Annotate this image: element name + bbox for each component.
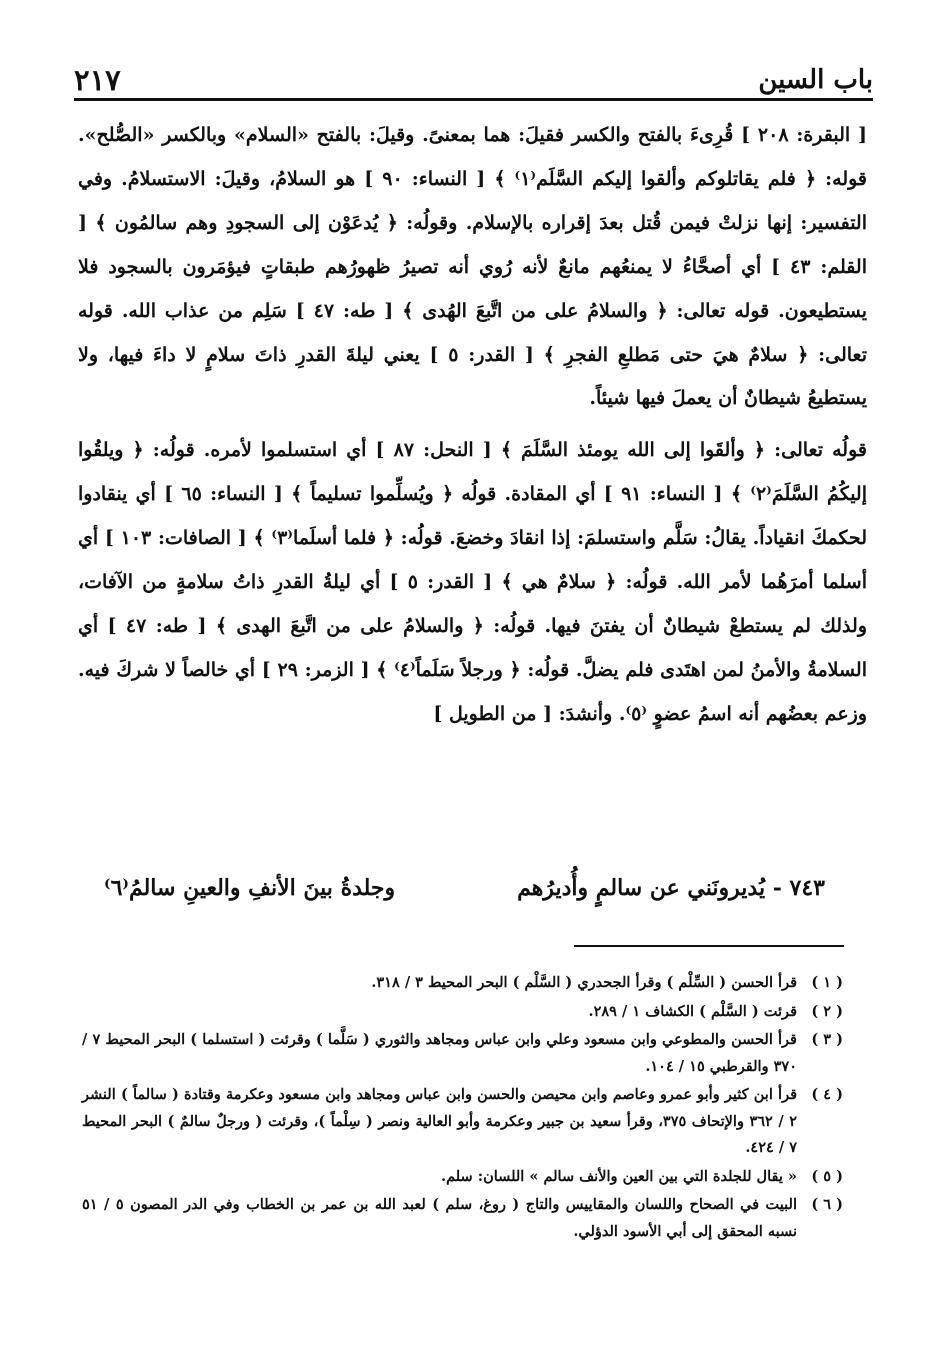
footnote-number: ( ٦ ) (811, 1196, 843, 1213)
footnote (82, 1027, 843, 1080)
footnote-number: ( ٣ ) (811, 1031, 843, 1048)
verse-second-hemistich: وجلدةُ بينَ الأنفِ والعينِ سالمُ⁽٦⁾ (104, 875, 396, 901)
verse-first-hemistich: ٧٤٣ - يُديرونَني عن سالمٍ وأُديرُهم (517, 875, 825, 901)
footnote-number: ( ٥ ) (811, 1167, 843, 1185)
main-text (78, 114, 867, 737)
footnote-text: البيت في الصحاح واللسان والمقاييس والتاج ( روغ، سلم ) لعبد الله بن عمر بن الخطاب وفي الدر المصون ٥ / ٥١ نسبه المحقق إلى أبي الأسود الدؤلي. (82, 1196, 797, 1240)
header-divider (74, 98, 873, 101)
footnote-text: قرأ الحسن ( السِّلْم ) وقرأ الجحدري ( السَّلْم ) البحر المحيط ٣ / ٣١٨. (371, 974, 797, 991)
footnote (82, 1082, 843, 1162)
footnote (82, 999, 843, 1026)
footnote (82, 1164, 843, 1191)
footnote (82, 970, 843, 997)
footnote (82, 1192, 843, 1245)
footnote-divider (574, 945, 844, 947)
footnote-text: قرأ الحسن والمطوعي وابن مسعود وعلي وابن عباس ومجاهد والثوري ( سَلَّما ) وقرئت ( استسلما ) البحر المحيط ٧ / ٣٧٠ والقرطبي ١٥ / ١٠٤. (82, 1031, 797, 1075)
footnote-text: « يقال للجلدة التي بين العين والأنف سالم » اللسان: سلم. (441, 1167, 797, 1185)
footnote-text: قرئت ( السَّلْم ) الكشاف ١ / ٢٨٩. (588, 1002, 797, 1020)
footnote-number: ( ٤ ) (811, 1086, 843, 1103)
footnote-text: قرأ ابن كثير وأبو عمرو وعاصم وابن محيصن والحسن وابن عباس ومجاهد وابن مسعود وعكرمة وقتادة ( سالماً ) النشر ٢ / ٣٦٢ والإتحاف ٣٧٥، وقرأ سعيد بن جبير وعكرمة وأبو العالية ونصر ( سِلْماً )، وقرئت ( ورجلٌ سالمٌ ) البحر المحيط ٧ / ٤٢٤. (82, 1086, 797, 1156)
paragraph-2: قولُه تعالى: ﴿ وألقَوا إلى الله يومئذ السَّلَمَ ﴾ [ النحل: ٨٧ ] أي استسلموا لأمره. قولُه: ﴿ ويلقُوا إليكُمُ السَّلَمَ⁽٢⁾ ﴾ [ النساء: ٩١ ] أي المقادة. قولُه ﴿ ويُسلِّموا تسليماً ﴾ [ النساء: ٦٥ ] أي ينقادوا لحكمكَ انقياداً. يقالُ: سَلَّم واستسلمَ: إذا انقادَ وخضعَ. قولُه: ﴿ فلما أسلَما⁽٣⁾ ﴾ [ الصافات: ١٠٣ ] أي أسلما أمرَهُما لأمر الله. قولُه: ﴿ سلامٌ هي ﴾ [ القدر: ٥ ] أي ليلةُ القدرِ ذاتُ سلامةٍ من الآفات، ولذلك لم يستطعْ شيطانٌ أن يفتنَ فيها. قولُه: ﴿ والسلامُ على من اتَّبعَ الهدى ﴾ [ طه: ٤٧ ] أي السلامةُ والأمنُ لمن اهتَدى فلم يضلَّ. قولُه: ﴿ ورجلاً سَلَماً⁽٤⁾ ﴾ [ الزمر: ٢٩ ] أي خالصاً لا شركَ فيه. وزعم بعضُهم أنه اسمُ عضوٍ ⁽٥⁾. وأنشدَ: [ من الطويل ] (78, 439, 867, 725)
footnote-number: ( ١ ) (811, 974, 843, 991)
footnotes (82, 970, 843, 1247)
poetry-verse (104, 862, 825, 914)
page-number: ٢١٧ (74, 63, 121, 97)
paragraph-1: [ البقرة: ٢٠٨ ] قُرِىءَ بالفتح والكسر فقيلَ: هما بمعنىً. وقيلَ: بالفتح «السلام» وبالكسر «الصُّلح». قوله: ﴿ فلم يقاتلوكم وألقوا إليكم السَّلَم⁽١⁾ ﴾ [ النساء: ٩٠ ] هو السلامُ، وقيلَ: الاستسلامُ. وفي التفسير: إنها نزلتْ فيمن قُتل بعدَ إقراره بالإسلام. وقولُه: ﴿ يُدعَوْن إلى السجودِ وهم سالمُون ﴾ [ القلم: ٤٣ ] أي أصحَّاءُ لا يمنعُهم مانعٌ لأنه رُوي أنه تصيرُ ظهورُهم طبقاتٍ فيؤمَرون بالسجود فلا يستطيعون. قوله تعالى: ﴿ والسلامُ على من اتَّبعَ الهُدى ﴾ [ طه: ٤٧ ] سَلِم من عذاب الله. قوله تعالى: ﴿ سلامٌ هيَ حتى مَطلعِ الفجرِ ﴾ [ القدر: ٥ ] يعني ليلةَ القدرِ ذاتَ سلامٍ لا داءَ فيها، ولا يستطيعُ شيطانٌ أن يعملَ فيها شيئاً. (78, 124, 868, 410)
chapter-title: باب السين (758, 65, 873, 95)
footnote-number: ( ٢ ) (811, 1002, 843, 1020)
page-header (74, 54, 873, 98)
